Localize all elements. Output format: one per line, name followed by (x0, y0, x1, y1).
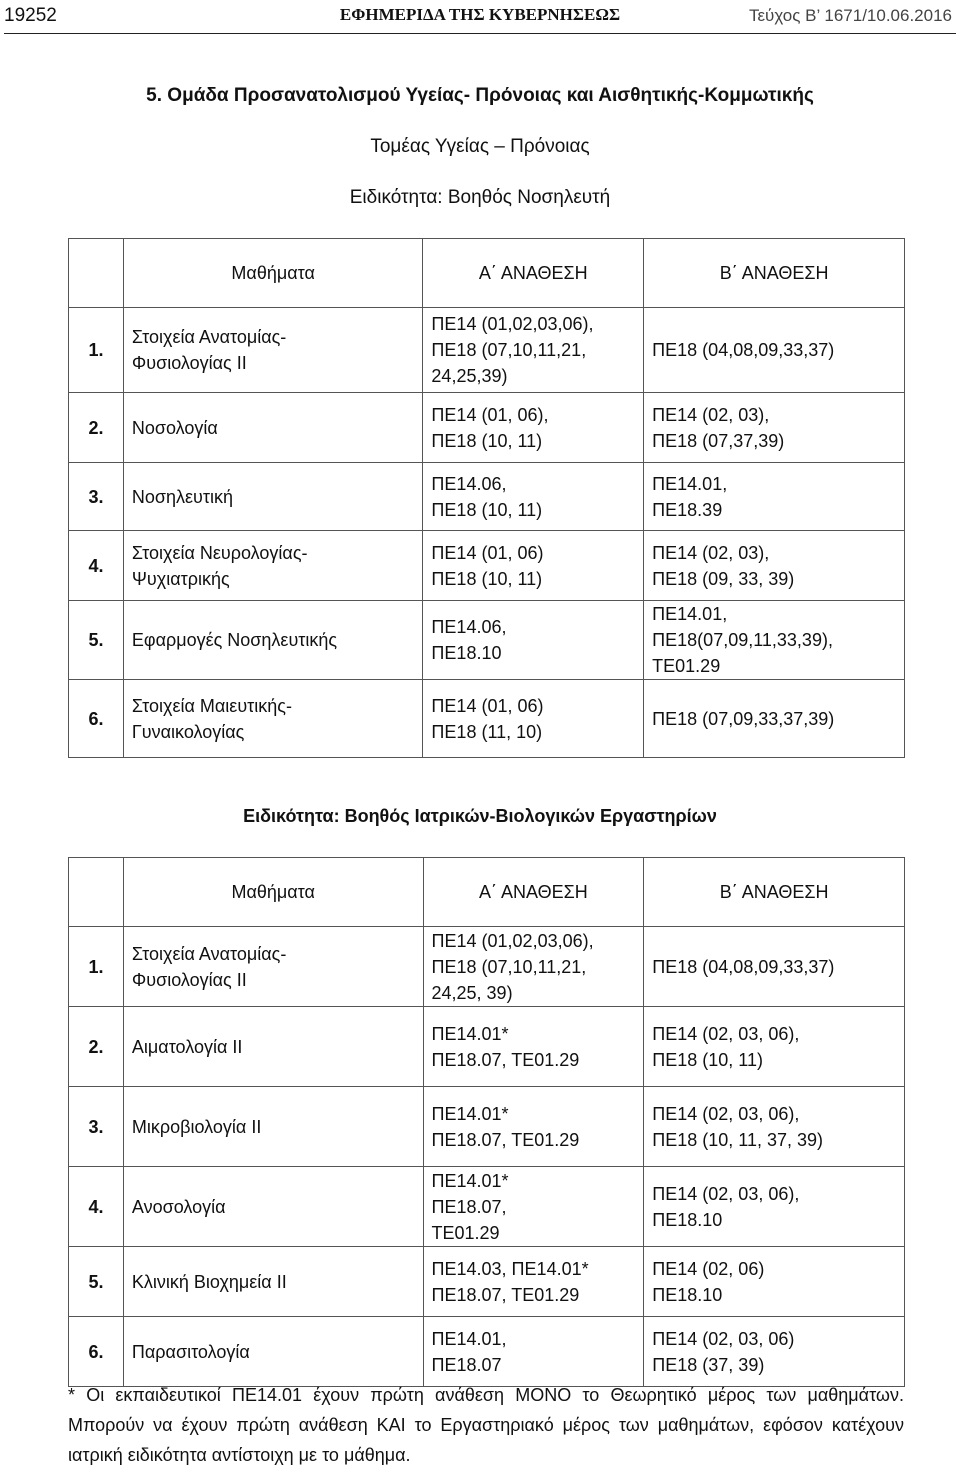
second-assignment-cell: ΠΕ14 (02, 03, 06), ΠΕ18 (10, 11) (644, 1007, 905, 1087)
second-assignment-cell: ΠΕ14.01, ΠΕ18.39 (644, 463, 905, 531)
second-assignment-cell: ΠΕ18 (04,08,09,33,37) (644, 927, 905, 1007)
page-number: 19252 (4, 5, 57, 26)
table-row (69, 1247, 905, 1317)
subject-cell: Στοιχεία Ανατομίας- Φυσιολογίας ΙΙ (123, 927, 423, 1007)
row-number: 2. (69, 1007, 124, 1087)
first-assignment-cell: ΠΕ14 (01, 06), ΠΕ18 (10, 11) (423, 393, 644, 463)
first-assignment-cell: ΠΕ14.06, ΠΕ18 (10, 11) (423, 463, 644, 531)
row-number: 3. (69, 1087, 124, 1167)
row-number: 4. (69, 1167, 124, 1247)
specialty-title-2: Ειδικότητα: Βοηθός Ιατρικών-Βιολογικών Εργαστηρίων (243, 806, 717, 826)
second-assignment-cell: ΠΕ14 (02, 03), ΠΕ18 (09, 33, 39) (644, 531, 905, 601)
row-number: 4. (69, 531, 124, 601)
row-number: 6. (69, 680, 124, 758)
subject-cell: Ανοσολογία (123, 1167, 423, 1247)
subject-cell: Στοιχεία Ανατομίας- Φυσιολογίας ΙΙ (123, 308, 423, 393)
table-row (69, 680, 905, 758)
table-header-row (69, 239, 905, 308)
masthead: ΕΦΗΜΕΡΙΔΑ ΤΗΣ ΚΥΒΕΡΝΗΣΕΩΣ (339, 5, 621, 24)
table-row (69, 927, 905, 1007)
row-number: 1. (69, 927, 124, 1007)
row-number: 1. (69, 308, 124, 393)
first-assignment-cell: ΠΕ14.03, ΠΕ14.01* ΠΕ18.07, ΤΕ01.29 (423, 1247, 644, 1317)
sector-title: Τομέας Υγείας – Πρόνοιας (370, 136, 590, 157)
header-second-assignment: Β΄ ΑΝΑΘΕΣΗ (644, 858, 905, 927)
section-title: 5. Ομάδα Προσανατολισμού Υγείας- Πρόνοιας και Αισθητικής-Κομμωτικής (146, 85, 814, 106)
table-row (69, 1087, 905, 1167)
first-assignment-cell: ΠΕ14.01* ΠΕ18.07, ΤΕ01.29 (423, 1167, 644, 1247)
header-subjects: Μαθήματα (123, 239, 423, 308)
first-assignment-cell: ΠΕ14.06, ΠΕ18.10 (423, 601, 644, 680)
subject-cell: Εφαρμογές Νοσηλευτικής (123, 601, 423, 680)
page-header (0, 0, 960, 32)
subject-cell: Νοσολογία (123, 393, 423, 463)
second-assignment-cell: ΠΕ14 (02, 03), ΠΕ18 (07,37,39) (644, 393, 905, 463)
header-empty-cell (69, 858, 124, 927)
table-row (69, 1167, 905, 1247)
table-row (69, 463, 905, 531)
first-assignment-cell: ΠΕ14.01, ΠΕ18.07 (423, 1317, 644, 1387)
row-number: 5. (69, 1247, 124, 1317)
header-first-assignment: Α΄ ΑΝΑΘΕΣΗ (423, 239, 644, 308)
header-divider (4, 33, 956, 34)
table-header-row (69, 858, 905, 927)
second-assignment-cell: ΠΕ14 (02, 03, 06), ΠΕ18 (10, 11, 37, 39) (644, 1087, 905, 1167)
second-assignment-cell: ΠΕ14.01, ΠΕ18(07,09,11,33,39), ΤΕ01.29 (644, 601, 905, 680)
subject-cell: Στοιχεία Μαιευτικής- Γυναικολογίας (123, 680, 423, 758)
subject-cell: Παρασιτολογία (123, 1317, 423, 1387)
subject-cell: Αιματολογία ΙΙ (123, 1007, 423, 1087)
header-subjects: Μαθήματα (123, 858, 423, 927)
table-row (69, 601, 905, 680)
second-assignment-cell: ΠΕ14 (02, 06) ΠΕ18.10 (644, 1247, 905, 1317)
header-second-assignment: Β΄ ΑΝΑΘΕΣΗ (644, 239, 905, 308)
specialty-title-1: Ειδικότητα: Βοηθός Νοσηλευτή (349, 187, 611, 208)
second-assignment-cell: ΠΕ18 (07,09,33,37,39) (644, 680, 905, 758)
footnote: * Οι εκπαιδευτικοί ΠΕ14.01 έχουν πρώτη ανάθεση ΜΟΝΟ το Θεωρητικό μέρος των μαθημάτων. Μπορούν να έχουν πρώτη ανάθεση ΚΑΙ το Εργαστηριακό μέρος των μαθημάτων, εφόσον κατέχουν ιατρική ειδικότητα αντίστοιχη με το μάθημα. (68, 1385, 904, 1465)
first-assignment-cell: ΠΕ14.01* ΠΕ18.07, ΤΕ01.29 (423, 1007, 644, 1087)
row-number: 6. (69, 1317, 124, 1387)
table-row (69, 1007, 905, 1087)
row-number: 5. (69, 601, 124, 680)
subject-cell: Κλινική Βιοχημεία ΙΙ (123, 1247, 423, 1317)
row-number: 3. (69, 463, 124, 531)
second-assignment-cell: ΠΕ14 (02, 03, 06), ΠΕ18.10 (644, 1167, 905, 1247)
header-first-assignment: Α΄ ΑΝΑΘΕΣΗ (423, 858, 644, 927)
table-row (69, 531, 905, 601)
row-number: 2. (69, 393, 124, 463)
table-row (69, 1317, 905, 1387)
second-assignment-cell: ΠΕ18 (04,08,09,33,37) (644, 308, 905, 393)
first-assignment-cell: ΠΕ14 (01,02,03,06), ΠΕ18 (07,10,11,21, 24,25, 39) (423, 927, 644, 1007)
second-assignment-cell: ΠΕ14 (02, 03, 06) ΠΕ18 (37, 39) (644, 1317, 905, 1387)
table-row (69, 308, 905, 393)
header-empty-cell (69, 239, 124, 308)
subject-cell: Στοιχεία Νευρολογίας- Ψυχιατρικής (123, 531, 423, 601)
subject-cell: Μικροβιολογία ΙΙ (123, 1087, 423, 1167)
subject-cell: Νοσηλευτική (123, 463, 423, 531)
assignment-table-2 (68, 857, 905, 1387)
issue-reference: Τεύχος Β’ 1671/10.06.2016 (748, 6, 952, 25)
table-row (69, 393, 905, 463)
first-assignment-cell: ΠΕ14.01* ΠΕ18.07, ΤΕ01.29 (423, 1087, 644, 1167)
assignment-table-1 (68, 238, 905, 758)
first-assignment-cell: ΠΕ14 (01, 06) ΠΕ18 (10, 11) (423, 531, 644, 601)
first-assignment-cell: ΠΕ14 (01, 06) ΠΕ18 (11, 10) (423, 680, 644, 758)
first-assignment-cell: ΠΕ14 (01,02,03,06), ΠΕ18 (07,10,11,21, 24,25,39) (423, 308, 644, 393)
